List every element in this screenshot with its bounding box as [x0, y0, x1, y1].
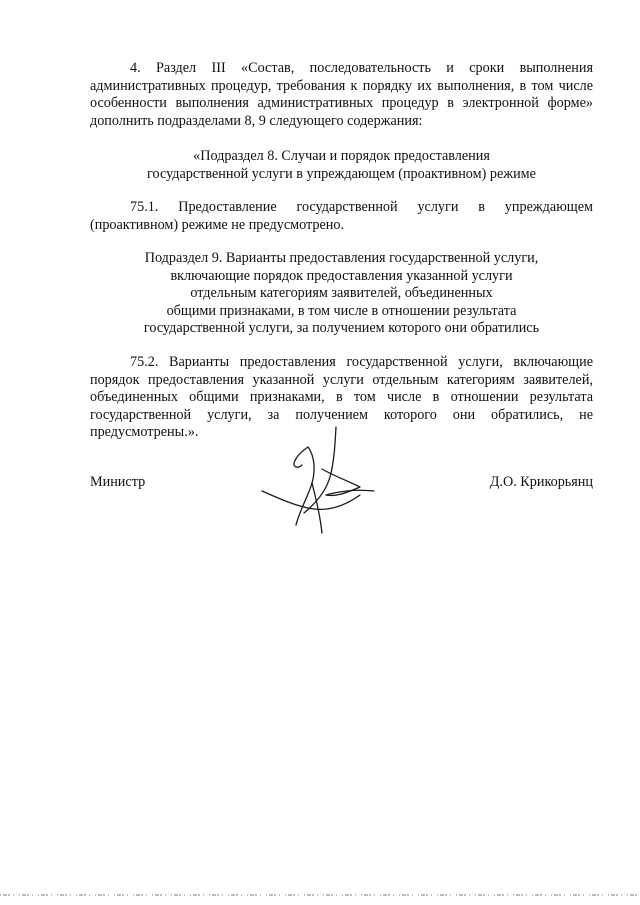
- paragraph-75-2: 75.2. Варианты предоставления государственной услуги, включающие порядок предоставления указанной услуги отдельным категориям заявителей, объединенных общими признаками, в том числе в отношении результата государственной услуги, за получением которого они обратились, не предусмотрены.».: [90, 354, 593, 441]
- heading-subsection-9-line: отдельным категориям заявителей, объединенных: [190, 285, 493, 302]
- heading-subsection-9-line: государственной услуги, за получением которого они обратились: [143, 320, 540, 337]
- heading-subsection-8: [90, 148, 593, 183]
- scan-border-artifact: [0, 893, 640, 897]
- paragraph-section-3-amendment: 4. Раздел III «Состав, последовательность и сроки выполнения административных процедур, требования к порядку их выполнения, в том числе особенности выполнения административных процедур в электронной форме» дополнить подразделами 8, 9 следующего содержания:: [90, 60, 593, 129]
- heading-subsection-9: [90, 250, 593, 338]
- signatory-name: Д.О. Крикорьянц: [489, 474, 593, 490]
- heading-subsection-9-line: общими признаками, в том числе в отношении результата: [166, 302, 517, 319]
- signatory-title: Министр: [90, 474, 146, 490]
- paragraph-75-1: 75.1. Предоставление государственной услуги в упреждающем (проактивном) режиме не предусмотрено.: [90, 199, 593, 233]
- handwritten-signature: [250, 425, 380, 540]
- heading-subsection-8-line: «Подраздел 8. Случаи и порядок предоставления: [193, 148, 490, 164]
- heading-subsection-8-line: государственной услуги в упреждающем (проактивном) режиме: [147, 165, 536, 182]
- heading-subsection-9-line: Подраздел 9. Варианты предоставления государственной услуги,: [144, 250, 539, 266]
- heading-subsection-9-line: включающие порядок предоставления указанной услуги: [170, 267, 513, 284]
